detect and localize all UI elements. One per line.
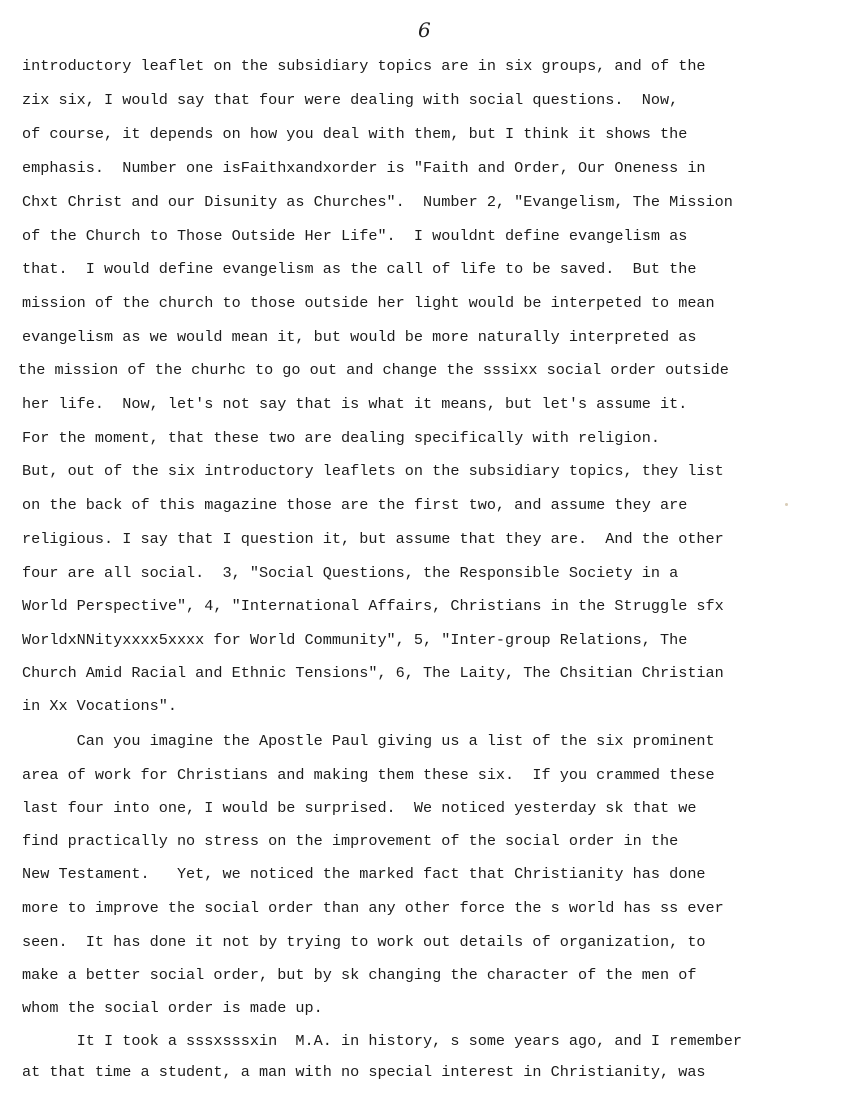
text-line: evangelism as we would mean it, but would be more naturally interpreted as [22, 328, 697, 346]
text-line: Chxt Christ and our Disunity as Churches". Number 2, "Evangelism, The Mission [22, 193, 733, 211]
text-line: But, out of the six introductory leaflets on the subsidiary topics, they list [22, 462, 724, 480]
text-line: emphasis. Number one isFaithxandxorder is "Faith and Order, Our Oneness in [22, 159, 706, 177]
page-number: 6 [418, 18, 431, 42]
text-line: Can you imagine the Apostle Paul giving us a list of the six prominent [22, 732, 715, 750]
text-line: on the back of this magazine those are the first two, and assume they are [22, 496, 688, 514]
text-line: It I took a sssxsssxin M.A. in history, s some years ago, and I remember [22, 1032, 743, 1050]
text-line: World Perspective", 4, "International Affairs, Christians in the Struggle sfx [22, 597, 724, 615]
text-line: make a better social order, but by sk changing the character of the men of [22, 966, 697, 984]
text-line: of the Church to Those Outside Her Life". I wouldnt define evangelism as [22, 227, 688, 245]
text-line: find practically no stress on the improvement of the social order in the [22, 832, 679, 850]
text-line: last four into one, I would be surprised. We noticed yesterday sk that we [22, 799, 697, 817]
text-line: of course, it depends on how you deal with them, but I think it shows the [22, 125, 688, 143]
text-line: mission of the church to those outside her light would be interpeted to mean [22, 294, 715, 312]
text-line: For the moment, that these two are dealing specifically with religion. [22, 429, 660, 447]
text-line: that. I would define evangelism as the call of life to be saved. But the [22, 260, 697, 278]
text-line: zix six, I would say that four were dealing with social questions. Now, [22, 91, 679, 109]
text-line: at that time a student, a man with no special interest in Christianity, was [22, 1063, 706, 1081]
paper-speck [785, 503, 788, 506]
text-line: Church Amid Racial and Ethnic Tensions", 6, The Laity, The Chsitian Christian [22, 664, 724, 682]
text-line: seen. It has done it not by trying to work out details of organization, to [22, 933, 706, 951]
text-line: introductory leaflet on the subsidiary topics are in six groups, and of the [22, 57, 706, 75]
text-line: WorldxNNityxxxx5xxxx for World Community", 5, "Inter-group Relations, The [22, 631, 688, 649]
text-line: more to improve the social order than any other force the s world has ss ever [22, 899, 724, 917]
text-line: four are all social. 3, "Social Questions, the Responsible Society in a [22, 564, 679, 582]
text-line: New Testament. Yet, we noticed the marked fact that Christianity has done [22, 865, 706, 883]
text-line: whom the social order is made up. [22, 999, 323, 1017]
text-line: the mission of the churhc to go out and change the sssixx social order outside [18, 361, 729, 379]
text-line: area of work for Christians and making them these six. If you crammed these [22, 766, 715, 784]
text-line: religious. I say that I question it, but assume that they are. And the other [22, 530, 724, 548]
text-line: in Xx Vocations". [22, 697, 177, 715]
text-line: her life. Now, let's not say that is what it means, but let's assume it. [22, 395, 688, 413]
